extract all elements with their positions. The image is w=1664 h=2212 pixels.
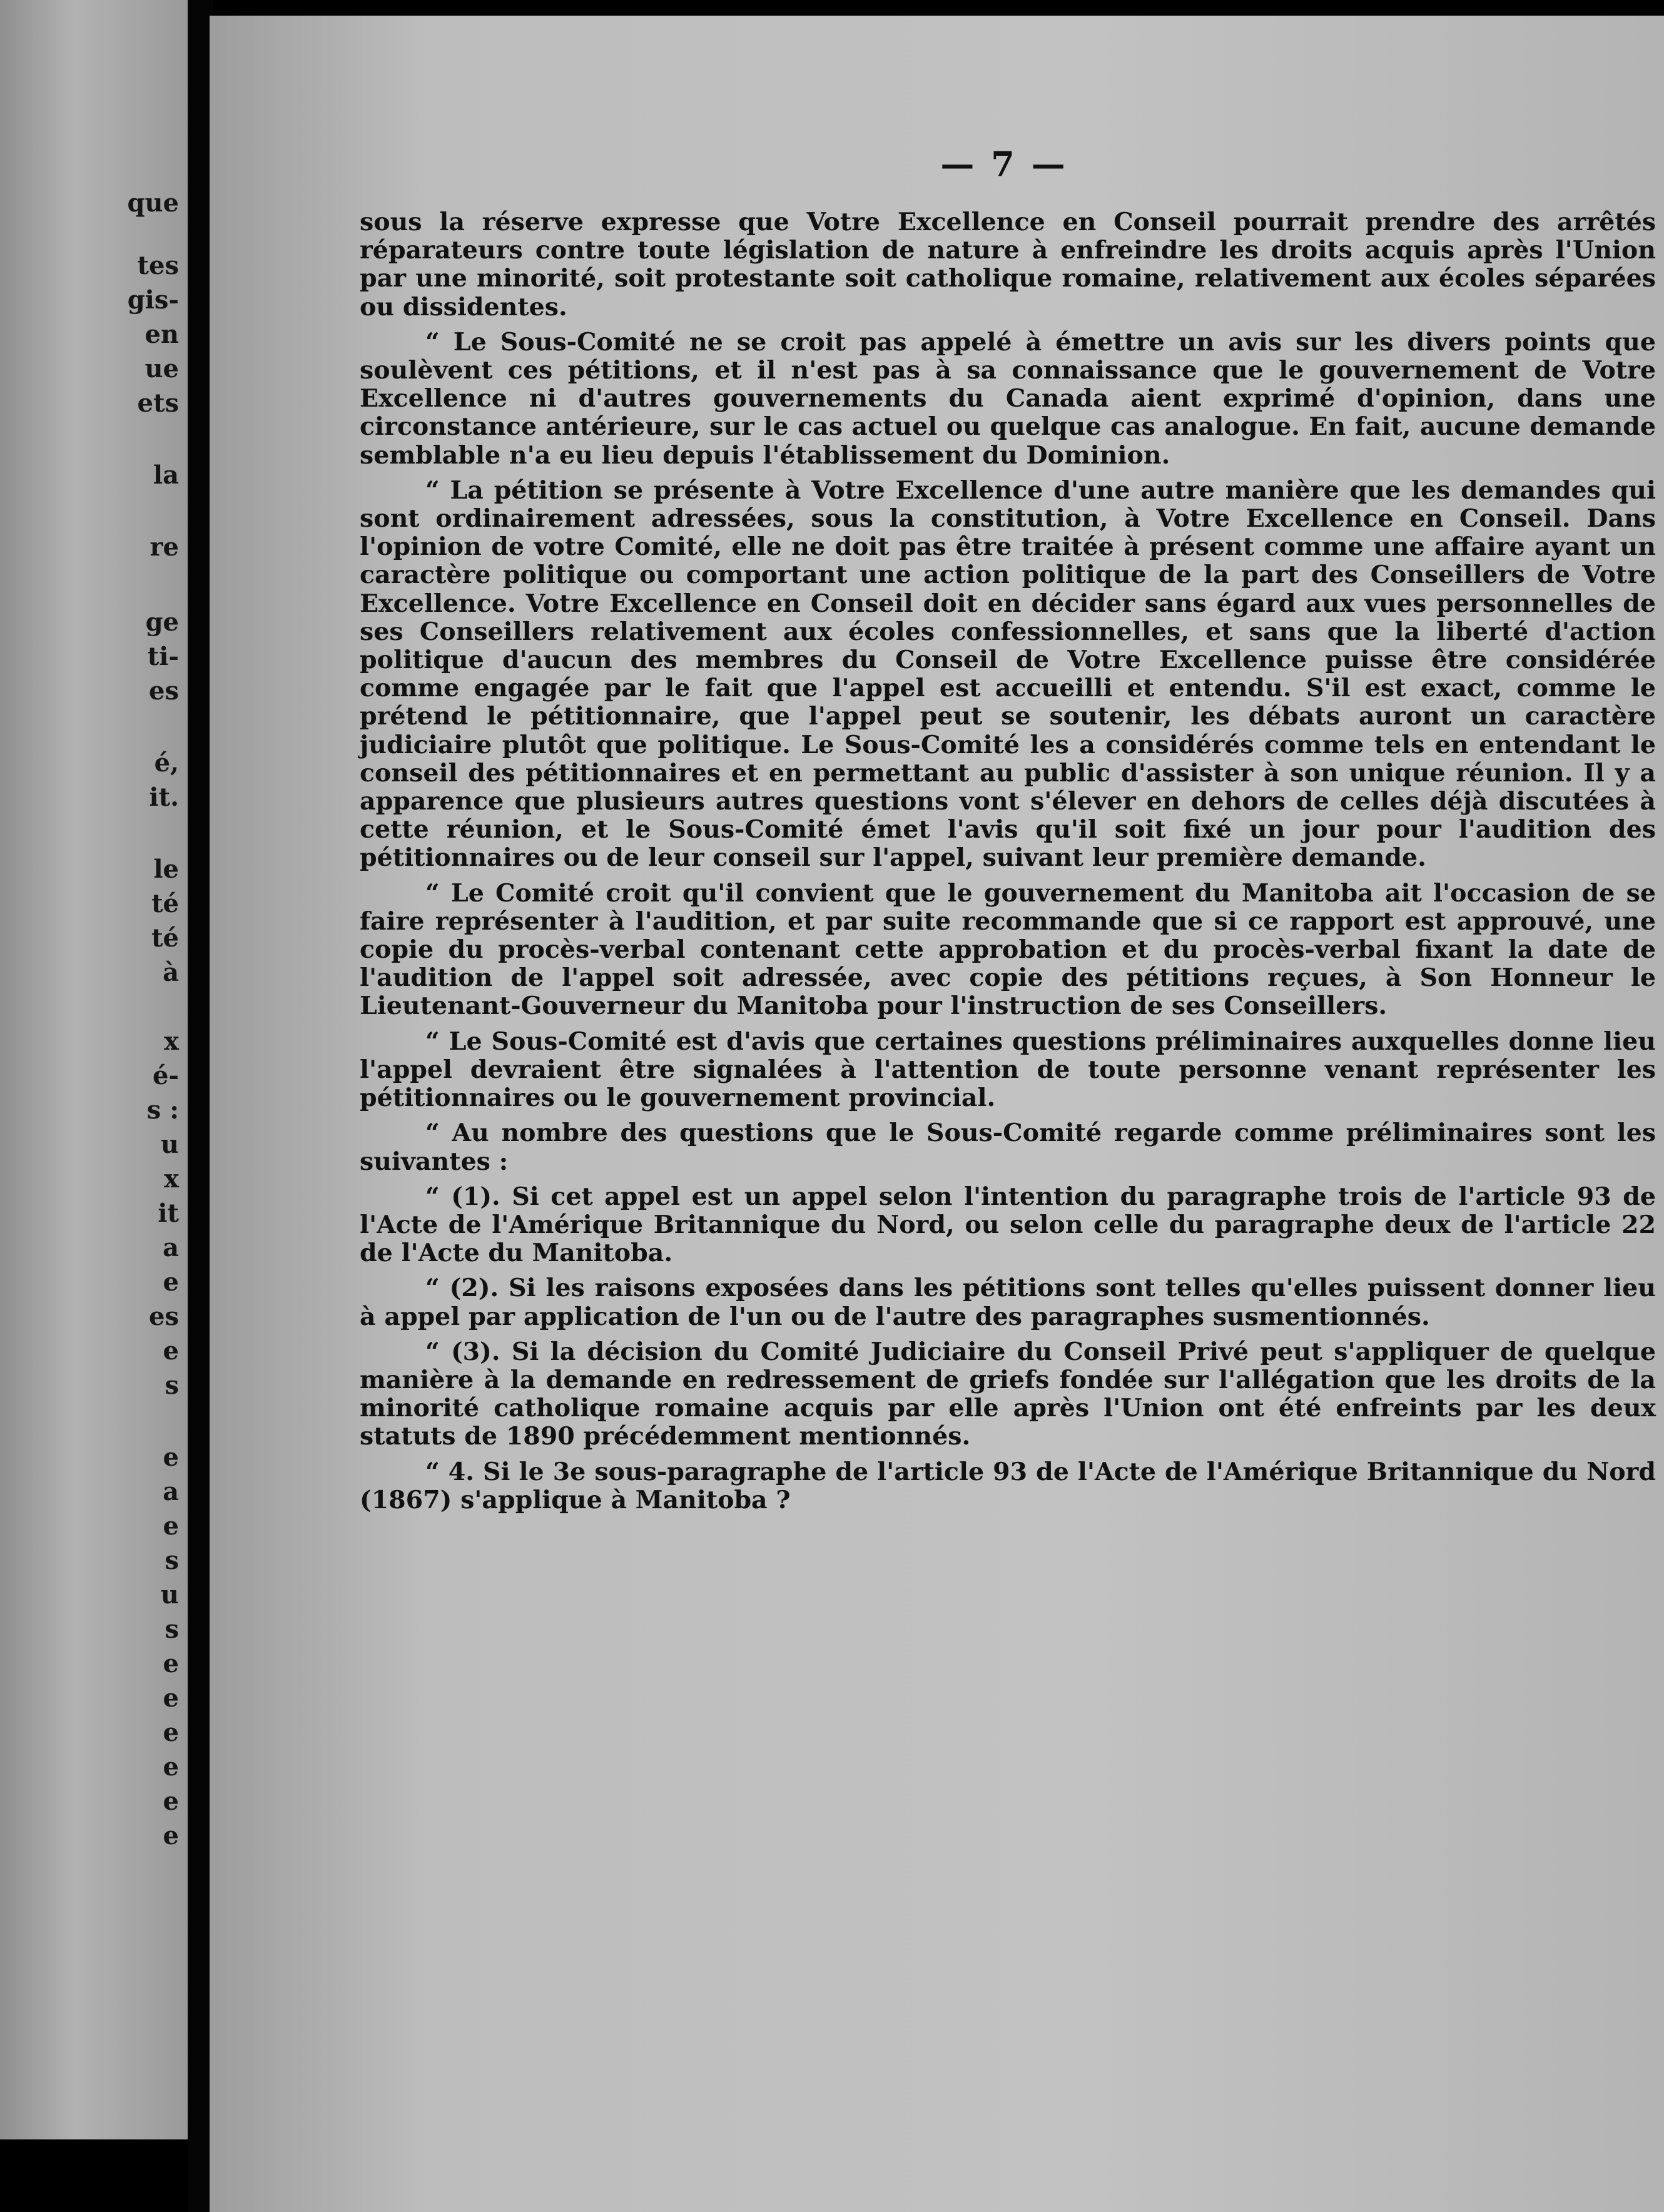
- left-margin-fragment: x: [164, 1164, 179, 1194]
- question-paragraph: “ (2). Si les raisons exposées dans les pétitions sont telles qu'elles puissent donner lieu à appel par application de l'un ou de l'autre des paragraphes susmentionnés.: [360, 1274, 1656, 1331]
- paragraph: “ Au nombre des questions que le Sous-Comité regarde comme préliminaires sont les suivantes :: [360, 1119, 1656, 1176]
- left-margin-fragment: té: [151, 923, 179, 953]
- left-margin-fragment: u: [160, 1580, 179, 1610]
- left-margin-fragment: ets: [137, 388, 179, 418]
- left-page-margin: [0, 0, 188, 2139]
- left-margin-fragment: ue: [145, 354, 179, 383]
- paragraph: “ Le Sous-Comité est d'avis que certaines questions préliminaires auxquelles donne lieu l'appel devraient être signalées à l'attention de toute personne venant représenter les pétitionnaires ou le gouvernement provincial.: [360, 1027, 1656, 1113]
- left-margin-fragment: e: [163, 1752, 179, 1782]
- left-margin-fragment: e: [163, 1336, 179, 1366]
- left-margin-fragment: es: [149, 1302, 179, 1331]
- left-margin-fragment: x: [164, 1027, 179, 1056]
- left-margin-fragment: e: [163, 1787, 179, 1816]
- left-margin-fragment: que: [127, 188, 179, 218]
- left-margin-fragment: e: [163, 1718, 179, 1747]
- left-margin-fragment: ti-: [147, 642, 179, 671]
- left-margin-fragment: s: [165, 1546, 179, 1575]
- question-paragraph: “ (3). Si la décision du Comité Judiciaire du Conseil Privé peut s'appliquer de quelque manière à la demande en redressement de griefs fondée sur l'allégation que les droits de la minorité catholique romaine acquis par elle après l'Union ont été enfreints par les deux statuts de 1890 précédemment mentionnés.: [360, 1337, 1656, 1451]
- left-margin-fragment: a: [163, 1477, 179, 1506]
- left-margin-fragment: re: [150, 532, 179, 562]
- left-margin-fragment: it: [158, 1199, 179, 1228]
- left-margin-fragment: u: [160, 1130, 179, 1159]
- left-margin-fragment: e: [163, 1683, 179, 1713]
- left-margin-fragment: es: [149, 676, 179, 706]
- left-margin-fragment: en: [145, 320, 179, 349]
- paragraph: “ Le Comité croit qu'il convient que le gouvernement du Manitoba ait l'occasion de se faire représenter à l'audition, et par suite recommande que si ce rapport est approuvé, une copie du procès-verbal contenant cette approbation et du procès-verbal fixant la date de l'audition de l'appel soit adressée, avec copie des pétitions reçues, à Son Honneur le Lieutenant-Gouverneur du Manitoba pour l'instruction de ses Conseillers.: [360, 878, 1656, 1021]
- left-margin-fragment: la: [153, 460, 179, 490]
- paragraph-continuation: sous la réserve expresse que Votre Excellence en Conseil pourrait prendre des arrêtés réparateurs contre toute législation de nature à enfreindre les droits acquis après l'Union par une minorité, soit protestante soit catholique romaine, relativement aux écoles séparées ou dissidentes.: [360, 208, 1656, 322]
- left-margin-fragment: e: [163, 1267, 179, 1297]
- left-margin-fragment: tes: [137, 251, 179, 280]
- left-margin-fragment: e: [163, 1511, 179, 1541]
- left-margin-fragment: a: [163, 1233, 179, 1262]
- left-margin-fragment: s: [165, 1615, 179, 1644]
- left-margin-fragment: e: [163, 1649, 179, 1678]
- left-margin-fragment: it.: [149, 783, 179, 812]
- paragraph: “ Le Sous-Comité ne se croit pas appelé à émettre un avis sur les divers points que soulèvent ces pétitions, et il n'est pas à sa connaissance que le gouvernement de Votre Excellence ni d'autres gouvernements du Canada aient exprimé d'opinion, dans une circonstance antérieure, sur le cas actuel ou quelque cas analogue. En fait, aucune demande semblable n'a eu lieu depuis l'établissement du Dominion.: [360, 327, 1656, 470]
- body-text: [360, 208, 1656, 1521]
- left-margin-fragment: é-: [152, 1061, 179, 1090]
- left-margin-fragment: gis-: [127, 285, 179, 315]
- left-margin-fragment: s :: [146, 1095, 179, 1125]
- question-paragraph: “ 4. Si le 3e sous-paragraphe de l'article 93 de l'Acte de l'Amérique Britannique du Nord (1867) s'applique à Manitoba ?: [360, 1457, 1656, 1514]
- left-margin-fragment: à: [163, 958, 179, 987]
- page-number: — 7 —: [940, 144, 1068, 184]
- question-paragraph: “ (1). Si cet appel est un appel selon l'intention du paragraphe trois de l'article 93 de l'Acte de l'Amérique Britannique du Nord, ou selon celle du paragraphe deux de l'article 22 de l'Acte du Manitoba.: [360, 1182, 1656, 1268]
- left-margin-fragment: é,: [154, 748, 179, 778]
- binding-gutter: [188, 0, 213, 2212]
- left-margin-fragment: ge: [145, 607, 179, 637]
- right-page: [210, 16, 1664, 2212]
- left-margin-fragment: e: [163, 1443, 179, 1472]
- left-margin-fragment: té: [151, 889, 179, 918]
- paragraph: “ La pétition se présente à Votre Excellence d'une autre manière que les demandes qui sont ordinairement adressées, sous la constitution, à Votre Excellence en Conseil. Dans l'opinion de votre Comité, elle ne doit pas être traitée à présent comme une affaire ayant un caractère politique ou comportant une action politique de la part des Conseillers de Votre Excellence. Votre Excellence en Conseil doit en décider sans égard aux vues personnelles de ses Conseillers relativement aux écoles confessionnelles, et sans que la liberté d'action politique d'aucun des membres du Conseil de Votre Excellence puisse être considérée comme engagée par le fait que l'appel est accueilli et entendu. S'il est exact, comme le prétend le pétitionnaire, que l'appel peut se soutenir, les débats auront un caractère judiciaire plutôt que politique. Le Sous-Comité les a considérés comme tels en entendant le conseil des pétitionnaires et en permettant au public d'assister à son unique réunion. Il y a apparence que plusieurs autres questions vont s'élever en dehors de celles déjà discutées à cette réunion, et le Sous-Comité émet l'avis qu'il soit fixé un jour pour l'audition des pétitionnaires ou de leur conseil sur l'appel, suivant leur première demande.: [360, 475, 1656, 873]
- left-margin-fragment: e: [163, 1821, 179, 1850]
- left-margin-fragment: le: [153, 855, 179, 884]
- left-margin-fragment: s: [165, 1371, 179, 1400]
